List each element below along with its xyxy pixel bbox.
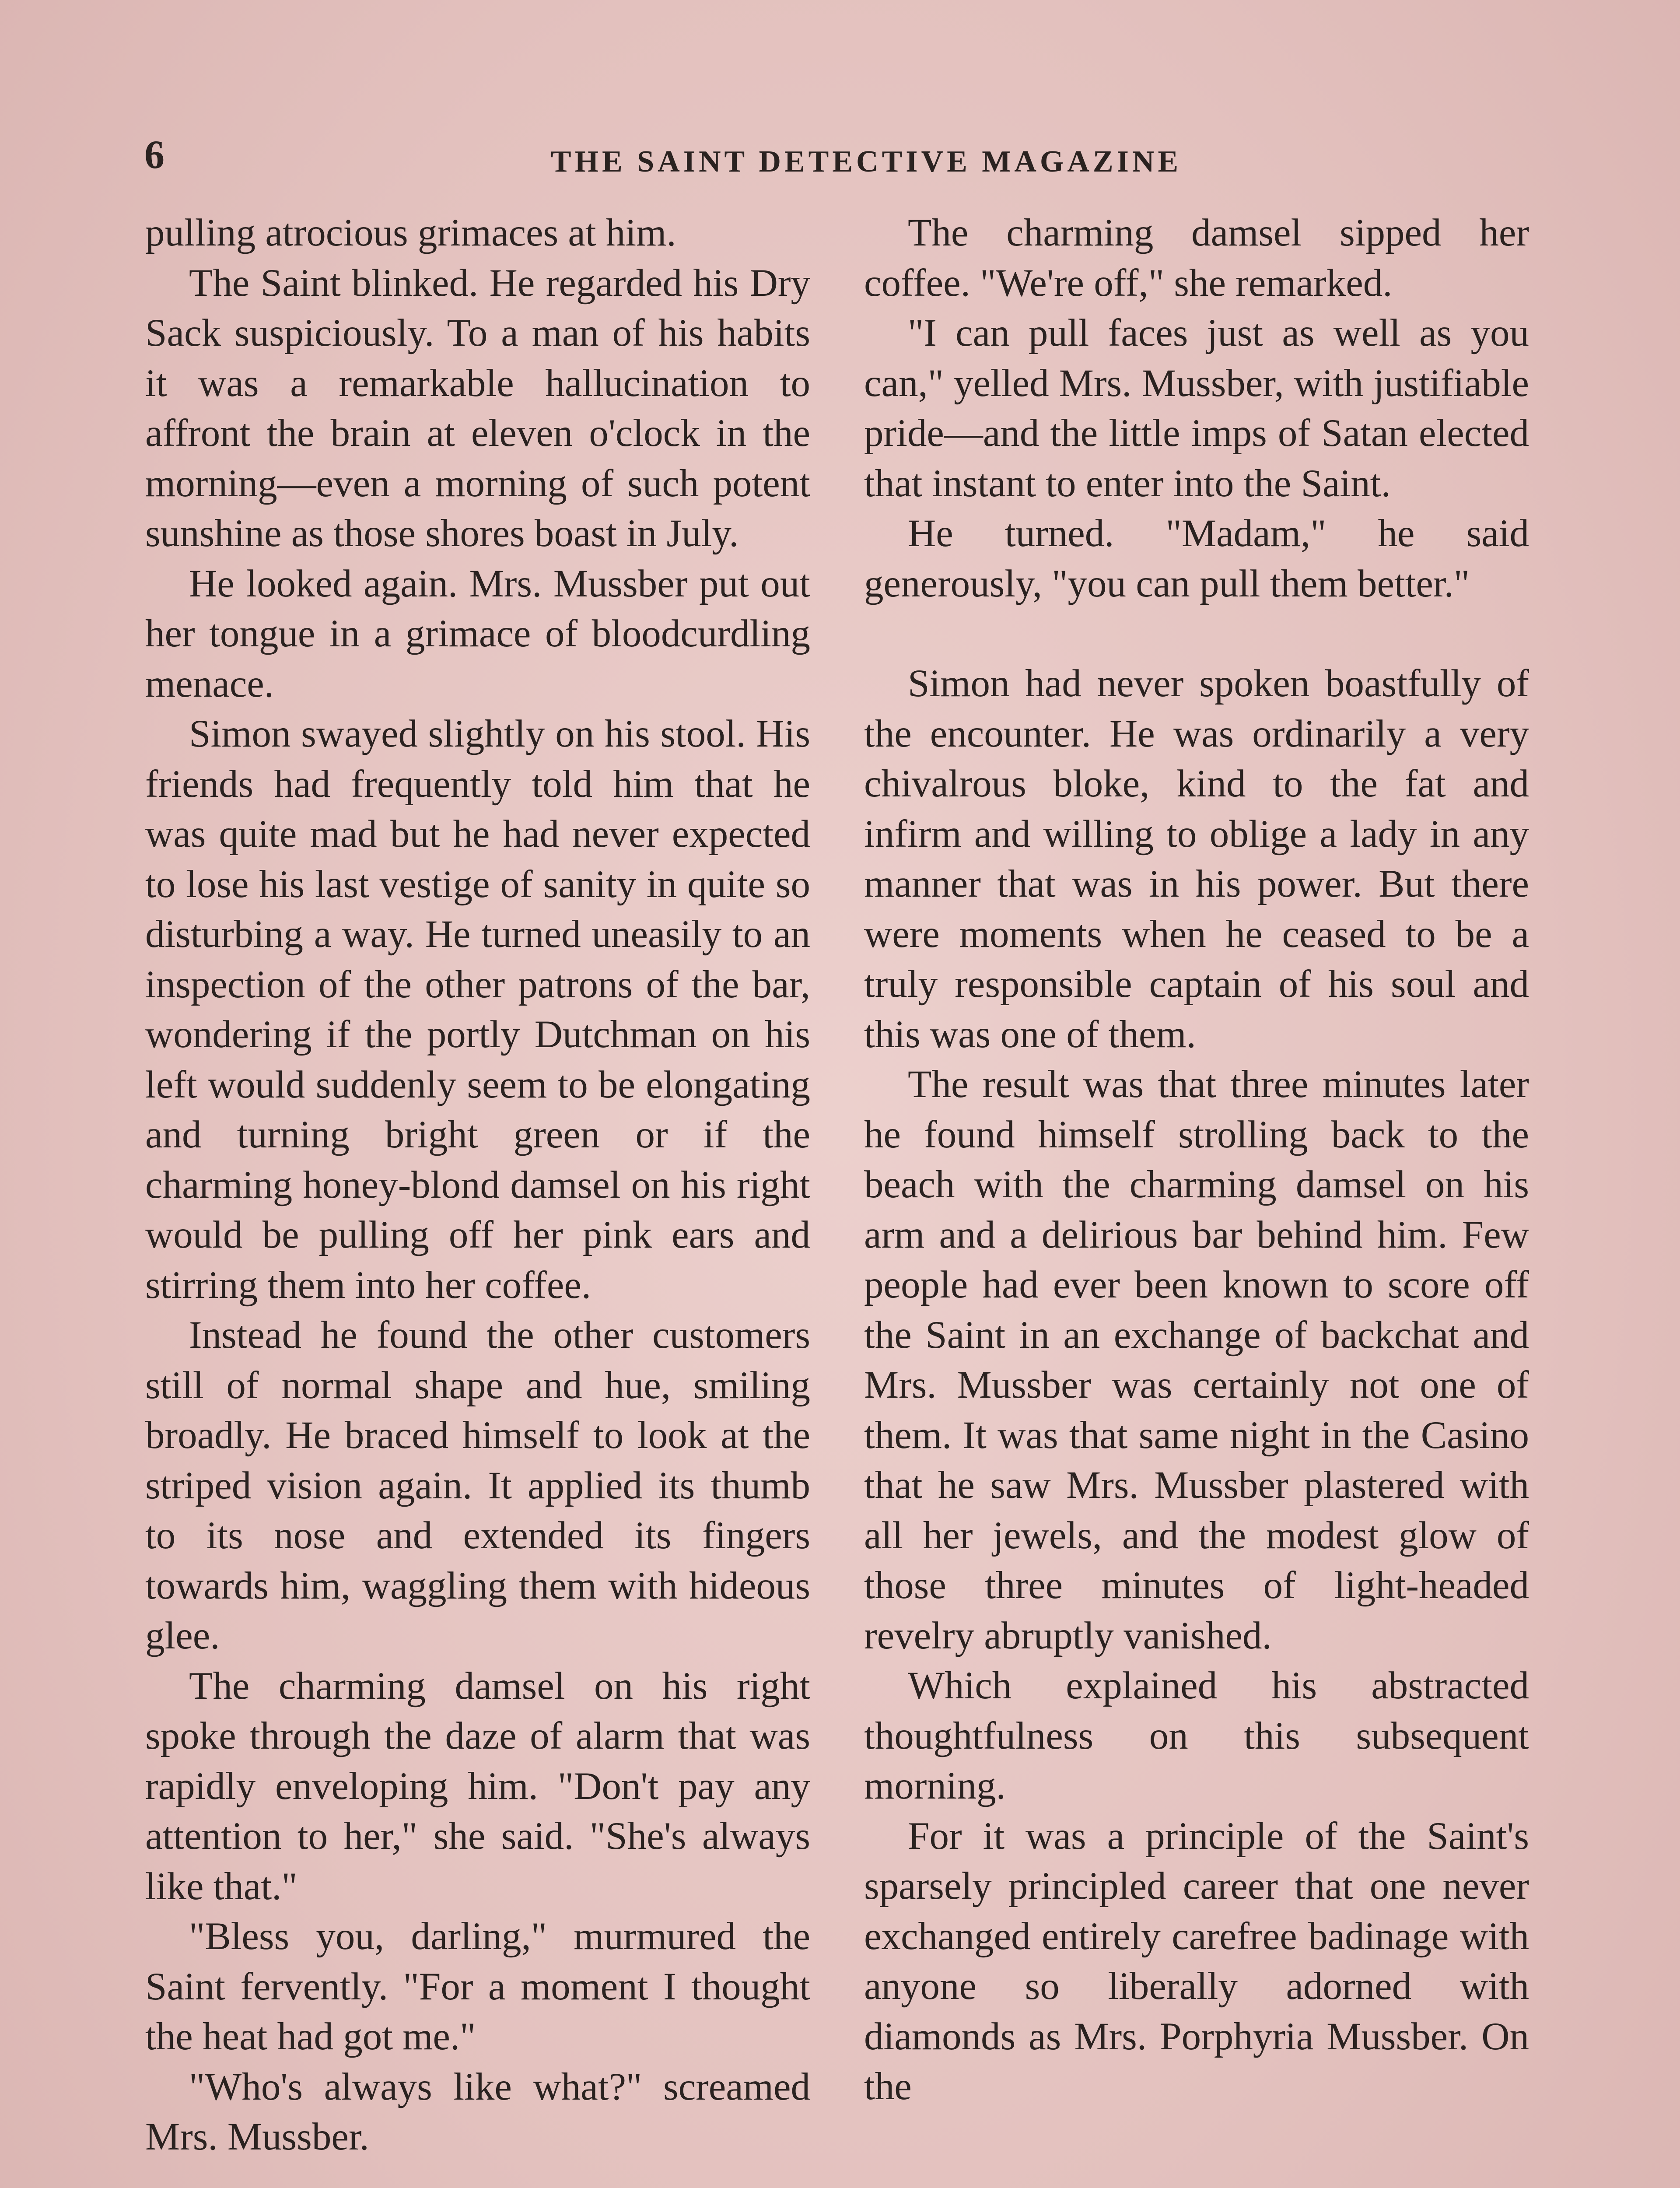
paragraph: He turned. "Madam," he said generously, "you can pull them better." [864, 512, 1529, 605]
paragraph: The charming damsel on his right spoke through the daze of alarm that was rapidly enveloping him. "Don't pay any attention to her," she said. "She's always like that." [145, 1664, 810, 1908]
paragraph: "I can pull faces just as well as you can," yelled Mrs. Mussber, with justifiable pride—and the little imps of Satan elected that instant to enter into the Saint. [864, 312, 1529, 505]
paragraph: He looked again. Mrs. Mussber put out her tongue in a grimace of bloodcurdling menace. [145, 562, 810, 705]
paragraph: Simon had never spoken boastfully of the encounter. He was ordinarily a very chivalrous bloke, kind to the fat and infirm and willing to oblige a lady in any manner that was in his power. But there were moments when he ceased to be a truly responsible captain of his soul and this was one of them. [864, 662, 1529, 1056]
page-header [144, 131, 1536, 193]
running-head: THE SAINT DETECTIVE MAGAZINE [550, 145, 1182, 179]
left-column [145, 208, 810, 2162]
paragraph: The Saint blinked. He regarded his Dry Sack suspiciously. To a man of his habits it was a remarkable hallucination to affront the brain at eleven o'clock in the morning—even a morning of such potent sunshine as those shores boast in July. [145, 261, 810, 555]
paragraph: The charming damsel sipped her coffee. "We're off," she remarked. [864, 211, 1529, 305]
paragraph: pulling atrocious grimaces at him. [145, 211, 676, 254]
paragraph: Simon swayed slightly on his stool. His friends had frequently told him that he was quite mad but he had never expected to lose his last vestige of sanity in quite so disturbing a way. He turned uneasily to an inspection of the other patrons of the bar, wondering if the portly Dutchman on his left would suddenly seem to be elongating and turning bright green or if the charming honey-blond damsel on his right would be pulling off her pink ears and stirring them into her coffee. [145, 712, 810, 1307]
paragraph: Instead he found the other customers still of normal shape and hue, smiling broadly. He braced himself to look at the striped vision again. It applied its thumb to its nose and extended its fingers towards him, waggling them with hideous glee. [145, 1314, 810, 1657]
paragraph: "Bless you, darling," murmured the Saint fervently. "For a moment I thought the heat had got me." [145, 1915, 810, 2058]
paragraph: For it was a principle of the Saint's sparsely principled career that one never exchanged entirely carefree badinage with anyone so liberally adorned with diamonds as Mrs. Porphyria Mussber. On the [864, 1814, 1529, 2108]
paragraph: Which explained his abstracted thoughtfulness on this subsequent morning. [864, 1664, 1529, 1807]
right-column [864, 208, 1529, 2112]
section-break [864, 609, 1529, 659]
paragraph: "Who's always like what?" screamed Mrs. Mussber. [145, 2065, 810, 2158]
paragraph: The result was that three minutes later he found himself strolling back to the beach with the charming damsel on his arm and a delirious bar behind him. Few people had ever been known to score off the Saint in an exchange of backchat and Mrs. Mussber was certainly not one of them. It was that same night in the Casino that he saw Mrs. Mussber plastered with all her jewels, and the modest glow of those three minutes of light-headed revelry abruptly vanished. [864, 1063, 1529, 1657]
page-number: 6 [144, 132, 164, 177]
